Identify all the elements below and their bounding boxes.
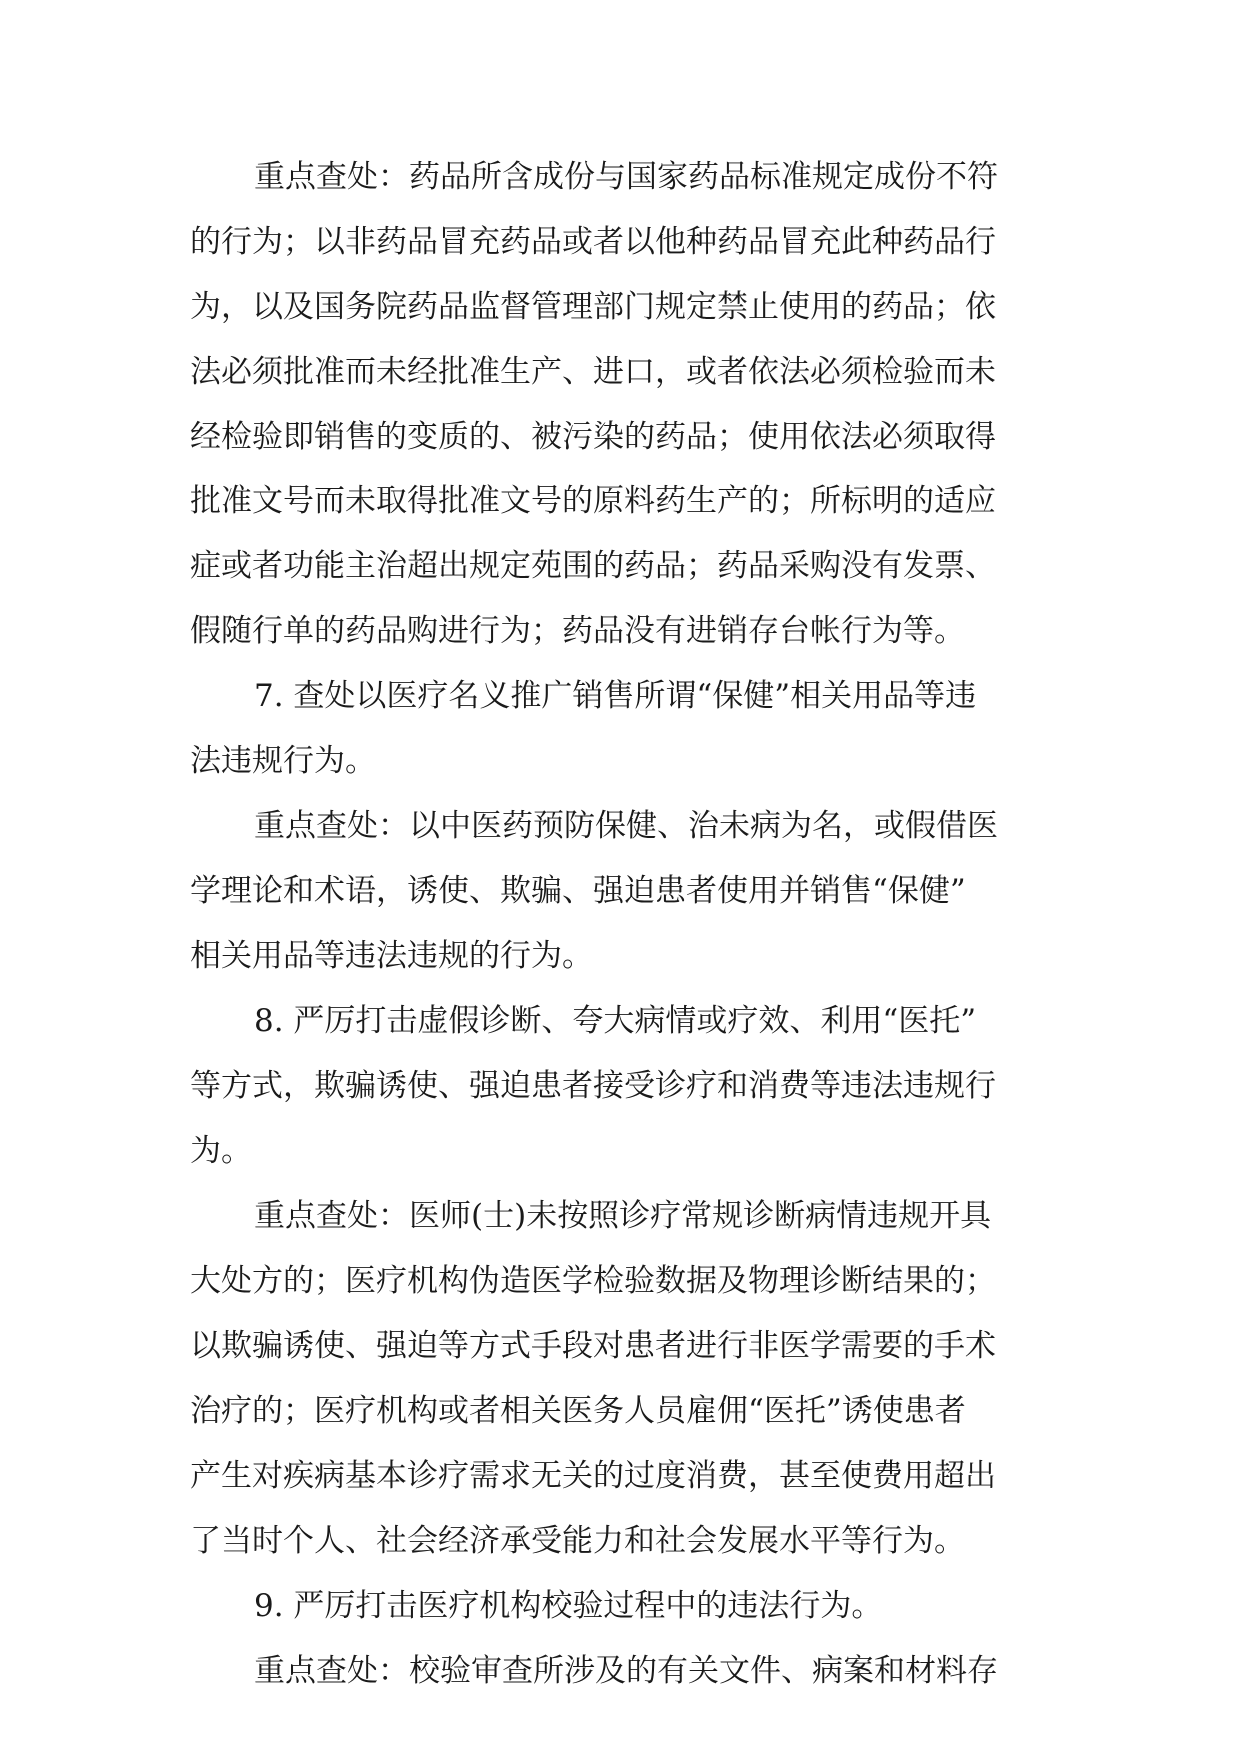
paragraph-line: 产生对疾病基本诊疗需求无关的过度消费，甚至使费用超出	[190, 1458, 996, 1494]
section-heading-9: 9. 严厉打击医疗机构校验过程中的违法行为。	[254, 1588, 883, 1624]
paragraph-line: 了当时个人、社会经济承受能力和社会发展水平等行为。	[190, 1523, 965, 1559]
paragraph-line: 以欺骗诱使、强迫等方式手段对患者进行非医学需要的手术	[190, 1328, 996, 1364]
paragraph-line: 症或者功能主治超出规定苑围的药品；药品采购没有发票、	[190, 548, 996, 584]
paragraph-line: 学理论和术语，诱使、欺骗、强迫患者使用并销售“保健”	[190, 873, 966, 909]
paragraph-line: 批准文号而未取得批准文号的原料药生产的；所标明的适应	[190, 483, 996, 519]
paragraph-line: 法违规行为。	[190, 743, 376, 779]
paragraph-line: 为。	[190, 1133, 252, 1169]
paragraph-line: 相关用品等违法违规的行为。	[190, 938, 593, 974]
section-heading-7: 7. 查处以医疗名义推广销售所谓“保健”相关用品等违	[254, 678, 977, 714]
paragraph-line: 为，以及国务院药品监督管理部门规定禁止使用的药品；依	[190, 289, 996, 325]
paragraph-line: 法必须批准而未经批准生产、进口，或者依法必须检验而未	[190, 354, 996, 390]
paragraph-line: 的行为；以非药品冒充药品或者以他种药品冒充此种药品行	[190, 224, 996, 260]
paragraph-line: 重点查处：医师(士)未按照诊疗常规诊断病情违规开具	[254, 1198, 992, 1234]
paragraph-line: 重点查处：校验审查所涉及的有关文件、病案和材料存	[254, 1653, 998, 1689]
paragraph-line: 假随行单的药品购进行为；药品没有进销存台帐行为等。	[190, 613, 965, 649]
paragraph-line: 经检验即销售的变质的、被污染的药品；使用依法必须取得	[190, 419, 996, 455]
paragraph-line: 治疗的；医疗机构或者相关医务人员雇佣“医托”诱使患者	[190, 1393, 966, 1429]
section-heading-8: 8. 严厉打击虚假诊断、夸大病情或疗效、利用“医托”	[254, 1003, 977, 1039]
paragraph-line: 等方式，欺骗诱使、强迫患者接受诊疗和消费等违法违规行	[190, 1068, 996, 1104]
paragraph-line: 重点查处：药品所含成份与国家药品标准规定成份不符	[254, 159, 998, 195]
paragraph-line: 重点查处：以中医药预防保健、治未病为名，或假借医	[254, 808, 998, 844]
paragraph-line: 大处方的；医疗机构伪造医学检验数据及物理诊断结果的；	[190, 1263, 996, 1299]
